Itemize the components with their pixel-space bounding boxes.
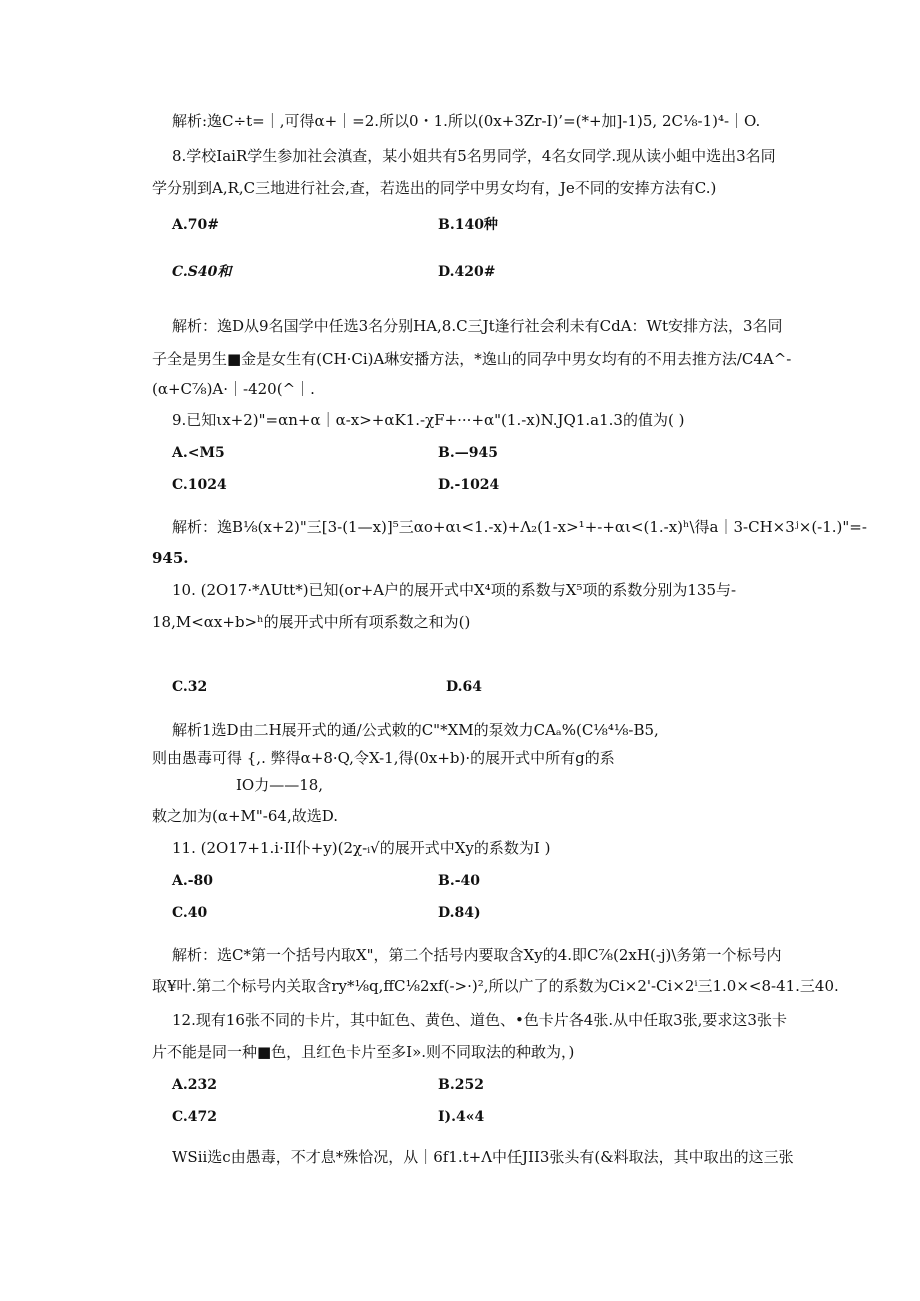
q10-solution-line-2: 则由愚毒可得 {,. 弊得α+8·Q,令X-1,得(0x+b)·的展开式中所有g的系 <box>152 749 615 767</box>
q9-solution-line-2: 945. <box>152 549 189 567</box>
q12-stem-line-1: 12.现有16张不同的卡片，其中缸色、黄色、道色、•色卡片各4张.从中任取3张,要求这3张卡 <box>172 1011 787 1029</box>
q11-option-c: C.40 <box>172 905 208 921</box>
q12-option-c: C.472 <box>172 1109 217 1125</box>
q11-option-b: B.-40 <box>438 873 480 889</box>
q9-option-c: C.1024 <box>172 477 227 493</box>
q9-option-d: D.-1024 <box>438 477 500 493</box>
q10-solution-line-1: 解析1选D由二H展开式的通/公式敕的C"*XM的泵效力CAₐ%(C⅛⁴⅛-B5, <box>172 721 659 739</box>
q7-solution-line: 解析:逸C÷t=｜,可得α+｜=2.所以0・1.所以(0x+3Zr-I)’=(*+加]-1)5, 2C⅛-1)⁴-｜O. <box>172 112 761 130</box>
q10-stem-line-1: 10. (2O17·*ΛUtt*)已知(or+A户的展开式中X⁴项的系数与X⁵项的系数分别为135与- <box>172 581 737 599</box>
q8-option-d: D.420# <box>438 264 496 280</box>
q11-option-a: A.-80 <box>172 873 214 889</box>
q10-solution-line-4: 敕之加为(α+M"-64,故选D. <box>152 807 338 825</box>
q12-option-b: B.252 <box>438 1077 484 1093</box>
q11-stem: 11. (2O17+1.i·II仆+y)(2χ-ᵢ√的展开式中Xy的系数为I ) <box>172 839 551 857</box>
q8-option-a: A.70# <box>172 217 219 233</box>
q8-stem-line-2: 学分别到A,R,C三地进行社会,查，若选出的同学中男女均有，Je不同的安捧方法有C.) <box>152 179 717 197</box>
q12-option-a: A.232 <box>172 1077 217 1093</box>
q12-option-d: I).4«4 <box>438 1109 485 1125</box>
q8-stem-line-1: 8.学校IaiR学生参加社会滇查，某小姐共有5名男同学，4名女同学.现从读小蛆中选出3名同 <box>172 147 776 165</box>
q11-option-d: D.84) <box>438 905 481 921</box>
q8-solution-line-2: 子全是男生■金是女生有(CH·Ci)A琳安播方法，*逸山的同孕中男女均有的不用去推方法/C4A^- <box>152 350 792 368</box>
q9-option-b: B.—945 <box>438 445 498 461</box>
q10-solution-line-3: IO力——18, <box>236 776 324 794</box>
q8-option-c: C.S40和 <box>172 264 232 280</box>
q11-solution-line-2: 取¥叶.第二个标号内关取含ry*⅛q,ffC⅛2xf(->·)²,所以广了的系数为Ci×2'-Ci×2ⁱ三1.0×<8-41.三40. <box>152 977 839 995</box>
q8-option-b: B.140种 <box>438 217 498 233</box>
q10-option-d: D.64 <box>446 679 482 695</box>
q10-option-c: C.32 <box>172 679 208 695</box>
q11-solution-line-1: 解析：选C*第一个括号内取X"，第二个括号内要取含Xy的4.即C⅞(2xH(-j)\务第一个标号内 <box>172 946 782 964</box>
q12-stem-line-2: 片不能是同一种■色，且红色卡片至多I».则不同取法的种敢为，) <box>152 1043 575 1061</box>
q8-solution-line-3: (α+C⅞)A·｜-420(^｜. <box>152 380 315 398</box>
q9-solution-line-1: 解析：逸B⅛(x+2)"三[3-(1—x)]⁵三αo+αι<1.-x)+Λ₂(1-x>¹+-+αι<(1.-x)ʰ\得a｜3-CH×3ʲ×(-1.)"=- <box>172 518 867 536</box>
q12-solution-line-1: WSii选c由愚毒，不才息*殊恰况，从｜6f1.t+Λ中任JII3张头有(&料取法，其中取出的这三张 <box>172 1148 794 1166</box>
q10-stem-line-2: 18,M<αx+b>ʰ的展开式中所有项系数之和为() <box>152 613 471 631</box>
q8-solution-line-1: 解析：逸D从9名国学中任选3名分别HA,8.C三Jt逢行社会利未有CdA：Wt安排方法，3名同 <box>172 317 783 335</box>
q9-option-a: A.<M5 <box>172 445 225 461</box>
q9-stem: 9.已知ιx+2)"=αn+α｜α-x>+αK1.-χF+···+α"(1.-x)N.JQ1.a1.3的值为( ) <box>172 411 685 429</box>
